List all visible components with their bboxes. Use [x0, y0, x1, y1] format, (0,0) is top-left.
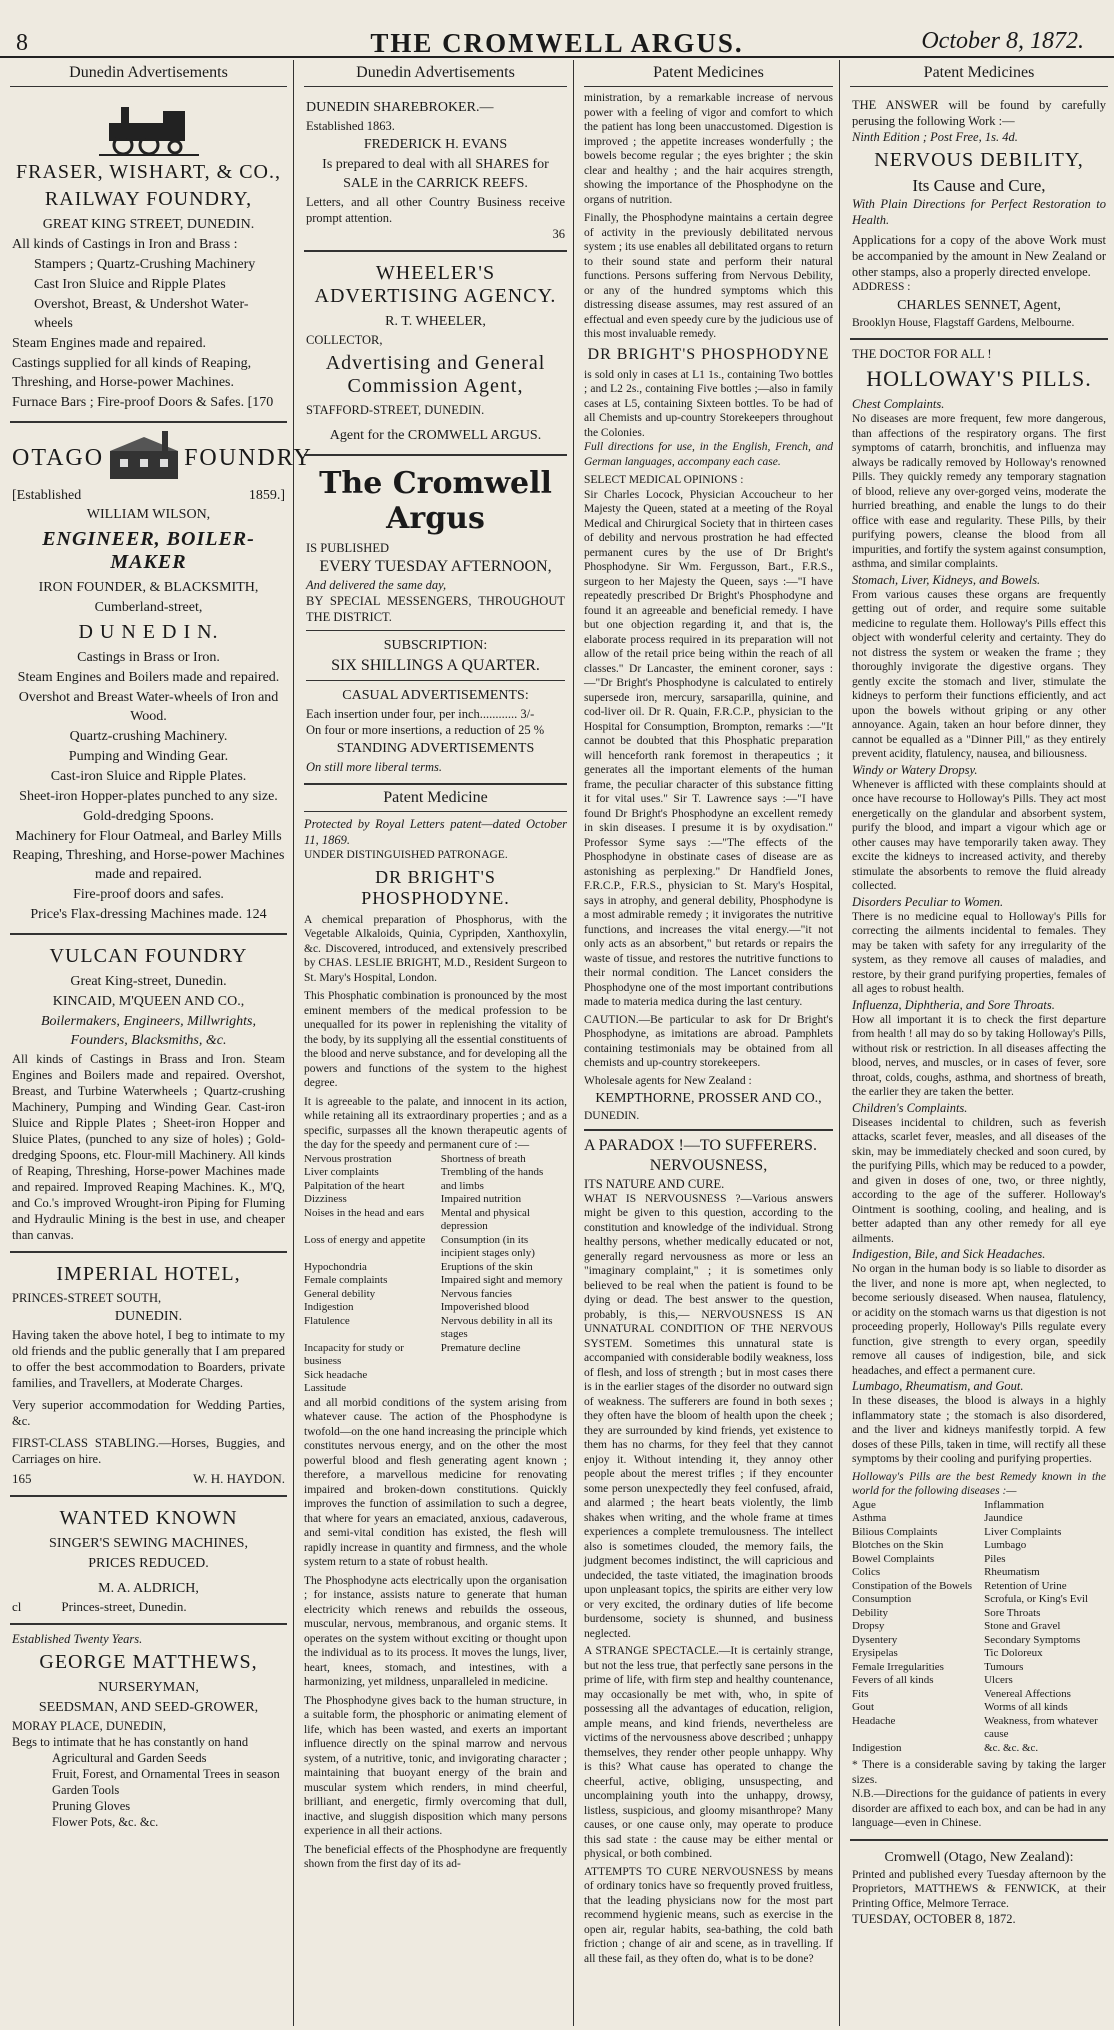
debility-apply: Applications for a copy of the above Work must be accompanied by the amount in New Zealand or other stamps, also a properly directed envelope.	[852, 233, 1106, 279]
argus-price: SIX SHILLINGS A QUARTER.	[331, 657, 540, 674]
bright-sold: is sold only in cases at L1 1s., containing Two bottles ; and L2 2s., containing Five bottles ;—also in family cases at L5, containing Sixteen bottles. To be had of all Chemists and up-country Storekeepers throughout the Colonies.	[584, 368, 833, 439]
est-right: 1859.]	[248, 488, 285, 503]
disease-row-cell: Sore Throats	[984, 1606, 1041, 1619]
ailment-row-cell: Consumption (in its incipient stages only)	[440, 1233, 535, 1259]
otago-left: OTAGO	[12, 445, 105, 471]
imperial-name: IMPERIAL HOTEL,	[56, 1263, 241, 1285]
imprint-title: Cromwell (Otago, New Zealand):	[884, 1849, 1074, 1865]
ailment-row-cell: Impaired sight and memory	[440, 1274, 563, 1286]
ailment-row-cell: Hypochondria	[304, 1260, 367, 1273]
holloway-ad	[850, 340, 1108, 1841]
paper-name: THE CROMWELL ARGUS.	[370, 28, 744, 58]
ailment-row	[304, 1261, 567, 1275]
matthews-est: Established Twenty Years.	[12, 1632, 143, 1646]
matthews-intro: Begs to intimate that he has constantly on hand	[12, 1735, 249, 1749]
ailment-row-cell: Nervous debility in all its stages	[440, 1314, 553, 1340]
ailment-row-cell: Noises in the head and ears	[304, 1206, 425, 1219]
disease-row-cell: Inflammation	[984, 1498, 1044, 1511]
imperial-city: DUNEDIN.	[114, 1309, 183, 1324]
wheeler-name: R. T. WHEELER,	[385, 314, 486, 329]
vulcan-foundry-ad	[10, 935, 287, 1253]
foundry-building-icon	[104, 429, 184, 488]
disease-row-cell: Secondary Symptoms	[984, 1633, 1081, 1646]
matthews-street: MORAY PLACE, DUNEDIN,	[12, 1719, 166, 1733]
sharebroker-num: 36	[552, 227, 565, 241]
ailment-row-cell: Premature decline	[440, 1341, 521, 1354]
ailment-row	[304, 1274, 567, 1288]
ailment-row-cell	[441, 1369, 567, 1383]
argus-messengers: BY SPECIAL MESSENGERS, THROUGHOUT THE DISTRICT.	[306, 594, 565, 624]
phosphodyne-continued: ministration, by a remarkable increase of nervous power with a feeling of vigor and comfort to which the patient has long been unaccustomed. Digestion is improved ; the appetite increases wonderfully ; the bowels become regular ; the eyes brighter ; the skin clear and healthy ; and the hair acquires strength, showing the importance of the Phosphodyne on the organs of nutrition.	[584, 92, 833, 206]
debility-plain: With Plain Directions for Perfect Restoration to Health.	[852, 197, 1106, 227]
ailment-row-cell	[441, 1382, 567, 1396]
column-3	[578, 60, 840, 2026]
children-body: Diseases incidental to children, such as feverish attacks, scarlet fever, measles, and all diseases of the skin, may be immediately checked and soon cured, by the purifying Pills, which may be reduced to a powder, and given in doses of one, two, or three nightly, according to the age of the sufferer. Holloway's Ointment is soothing, cooling, and healing, and is better adapted than any other remedy for all eye ailments.	[852, 1116, 1106, 1245]
disease-row-cell: Blotches on the Skin	[852, 1539, 944, 1551]
nb-note: N.B.—Directions for the guidance of patients in every disorder are affixed to each box, and can be had in any language—even in Chinese.	[852, 1788, 1106, 1829]
wanted-street: Princes-street, Dunedin.	[61, 1599, 187, 1614]
nervousness-p2: A STRANGE SPECTACLE.—It is certainly strange, but not the less true, that perfectly sane persons in the prime of life, with firm step and healthy countenance, may occasionally be met with, who, in spite of possessing all the advantages of education, religion, ample means, and kind friends, nevertheless are victims of the nervousness above described ; unhappy themselves, they render other people unhappy. Why is this? What cause has operated to change the cheerful, active, obliging, unsuspecting, and uncomplaining youth into the unhappy, drowsy, listless, suspicious, and gloomy misanthrope? Many causes, or one cause only, may operate to produce this sad state : the cause may be either mental or physical, or both combined.	[584, 1645, 833, 1860]
column-2	[298, 60, 574, 2026]
ailment-row	[304, 1180, 567, 1194]
fraser-intro: All kinds of Castings in Iron and Brass :	[12, 237, 238, 252]
ailment-row-cell: Nervous prostration	[304, 1152, 392, 1165]
fraser-item: Stampers ; Quartz-Crushing Machinery	[34, 257, 256, 272]
disease-row-cell: Retention of Urine	[984, 1579, 1067, 1592]
debility-sub: Its Cause and Cure,	[912, 176, 1046, 195]
disease-row-cell: Liver Complaints	[984, 1525, 1062, 1538]
otago-item: Steam Engines and Boilers made and repaired.	[17, 670, 280, 685]
influenza-heading: Influenza, Diphtheria, and Sore Throats.	[852, 997, 1055, 1012]
imperial-stabling: FIRST-CLASS STABLING.—Horses, Buggies, and Carriages on hire.	[12, 1436, 285, 1466]
wheeler-note: Agent for the CROMWELL ARGUS.	[329, 428, 542, 443]
ailment-row-cell: General debility	[304, 1287, 376, 1300]
nervous-debility-ad	[850, 91, 1108, 340]
disease-row	[852, 1499, 1106, 1513]
bright-phosphodyne-ad	[304, 816, 567, 1872]
disease-row	[852, 1593, 1106, 1607]
imperial-street: PRINCES-STREET SOUTH,	[12, 1291, 162, 1305]
masthead	[0, 0, 1114, 58]
bright-p6: The Phosphodyne gives back to the human structure, in a suitable form, the phosphoric or animating element of life, which has been wasted, and exerts an important influence directly on the spinal marrow and nervous system, of a nutritive, tonic, and invigorating character ; maintaining that buoyant energy of the brain and muscular system which renders, in mind cheerful, brilliant, and energetic, firmly overcoming that dull, inactive, and sluggish disposition which many persons experience in all their actions.	[304, 1694, 567, 1837]
otago-item: Pumping and Winding Gear.	[68, 749, 229, 764]
imperial-body: Having taken the above hotel, I beg to intimate to my old friends and the public generally that I am prepared to offer the best accommodation to Boarders, private families, and Travellers, at Moderate Charges.	[12, 1328, 285, 1390]
matthews-item: Agricultural and Garden Seeds	[52, 1751, 207, 1765]
disease-row	[852, 1661, 1106, 1675]
imperial-num: 165	[12, 1471, 32, 1486]
ailment-row-cell: Impaired nutrition	[440, 1193, 522, 1205]
matthews-name: GEORGE MATTHEWS,	[39, 1651, 258, 1673]
ailment-row-cell: Trembling of the hands	[440, 1166, 544, 1178]
disease-row	[852, 1674, 1106, 1688]
ailment-row-cell: Impoverished blood	[440, 1301, 530, 1313]
ailment-row	[304, 1153, 567, 1167]
vulcan-trades: Boilermakers, Engineers, Millwrights, Founders, Blacksmiths, &c.	[40, 1014, 257, 1048]
imprint-date: TUESDAY, OCTOBER 8, 1872.	[852, 1912, 1016, 1926]
column-header: Patent Medicines	[850, 60, 1108, 87]
ailment-row-cell: Dizziness	[304, 1193, 347, 1205]
wheeler-agent: Advertising and General Commission Agent,	[325, 352, 546, 397]
ailment-row-cell: Liver complaints	[304, 1166, 379, 1178]
ailment-row	[304, 1207, 567, 1234]
ailment-row	[304, 1288, 567, 1302]
disease-row	[852, 1526, 1106, 1540]
argus-subscription-ad	[304, 456, 567, 785]
sharebroker-name: FREDERICK H. EVANS	[363, 137, 508, 152]
disease-row	[852, 1620, 1106, 1634]
disease-row-cell: Rheumatism	[984, 1566, 1040, 1578]
ailment-row	[304, 1342, 567, 1369]
otago-item: Cast-iron Sluice and Ripple Plates.	[50, 769, 247, 784]
ailment-row-cell: Mental and physical depression	[440, 1206, 530, 1232]
otago-title: ENGINEER, BOILER-MAKER	[42, 528, 255, 573]
imperial-wedding: Very superior accommodation for Wedding Parties, &c.	[12, 1398, 285, 1428]
column-header: Dunedin Advertisements	[304, 60, 567, 87]
matthews-item: Flower Pots, &c. &c.	[52, 1815, 159, 1829]
otago-item: Castings in Brass or Iron.	[77, 650, 220, 665]
sharebroker-letters: Letters, and all other Country Business receive prompt attention.	[306, 195, 565, 225]
bright-directions: Full directions for use, in the English, French, and German languages, accompany each case.	[584, 441, 833, 468]
kempthorne-city: DUNEDIN.	[584, 1110, 640, 1122]
bright-p3: It is agreeable to the palate, and innocent in its action, while retaining all its extraordinary properties ; and as a specific, surpasses all the known therapeutic agents of the day for the speedy and permanent cure of :—	[304, 1095, 567, 1151]
fraser-item: Castings supplied for all kinds of Reaping, Threshing, and Horse-power Machines.	[12, 356, 252, 390]
otago-foundry-ad	[10, 423, 313, 935]
opinions-body: Sir Charles Locock, Physician Accoucheur to her Majesty the Queen, stated at a meeting of the Royal Medical and Chirurgical Society that in thirteen cases of debility and nervous prostration he had effected permanent cures by the use of Dr Bright's Phosphodyne. Sir Wm. Fergusson, Bart., F.R.S., surgeon to her Majesty the Queen, says :—"I have repeatedly prescribed Dr Bright's Phosphodyne and found it an agreeable and beneficial remedy. I have but one objection regarding it, and that is, the elaborate process required in its preparation will not allow of the retail price being within the reach of all classes." Dr Lancaster, the eminent coroner, says :—"Dr Bright's Phosphodyne is calculated to entirely supersede iron, mercury, sarsaparilla, quinine, and cod-liver oil. Dr R. Quain, F.R.C.P., physician to the Hospital for Consumption, Brompton, remarks :—"It cannot be doubted that this Phosphatic preparation will henceforth rank foremost in therapeutics ; it generates all the important elements of the human frame, the peculiar character of this substance fitting it for vital uses." Sir T. Lawrence says :—"I have found Dr Bright's Phosphodyne an excellent remedy in skin diseases. I presume it is by oxydisation." Professor Syme says :—"The effects of the Phosphodyne in obstinate cases of disease are as astonishing as perplexing." Dr Handfield Jones, F.R.C.P., F.R.S., physician to St. Mary's Hospital, says in atrophy, and general debility, Phosphodyne is a most admirable remedy ; it invigorates the nutritive functions, and increases the vital energy.—"it not only acts as an absorbent," but retards or repairs the waste of tissue, and restores the nutritive functions to their normal condition. The Lancet considers the Phosphodyne one of the most important contributions made to materia medica during the last century.	[584, 488, 833, 1008]
matthews-ad	[10, 1625, 287, 1838]
wheeler-street: STAFFORD-STREET, DUNEDIN.	[306, 403, 485, 417]
disease-row	[852, 1539, 1106, 1553]
phosphodyne-continued-2: Finally, the Phosphodyne maintains a certain degree of activity in the previously debilitated nervous system ; its use enables all debilitated organs to return to their sound state and perform their natural functions. Persons suffering from Nervous Debility, or any of the hundred symptoms which this distressing disease assumes, may rest assured of an effectual and even speedy cure by the judicious use of this most invaluable remedy.	[584, 212, 833, 340]
disease-row	[852, 1553, 1106, 1567]
otago-item: Overshot and Breast Water-wheels of Iron and Wood.	[18, 690, 279, 724]
diseases-list	[852, 1499, 1106, 1756]
fraser-item: Cast Iron Sluice and Ripple Plates	[34, 277, 226, 292]
matthews-item: Fruit, Forest, and Ornamental Trees in season	[52, 1767, 280, 1781]
page-number: 8	[16, 30, 28, 56]
disease-row-cell: Female Irregularities	[852, 1660, 944, 1673]
lumbago-heading: Lumbago, Rheumatism, and Gout.	[852, 1379, 1024, 1393]
ailment-row	[304, 1193, 567, 1207]
windy-body: Whenever is afflicted with these complaints should at once have recourse to Holloway's Pills. They act most energetically on the glandular and absorbent system, purify the blood, and impart a vigour which age or other causes may have temporarily taken away. They excite the kidneys to increased activity, and thereby stimulate the absorbents to remove the fluid already collected.	[852, 778, 1106, 892]
kempthorne-name: KEMPTHORNE, PROSSER AND CO.,	[595, 1091, 822, 1106]
nervousness-p1: WHAT IS NERVOUSNESS ?—Various answers might be given to this question, according to the constitution and knowledge of the individual. Strong healthy persons, whether medically educated or not, generally regard nervousness as more or less an "imaginary complaint," ; it is sometimes only believed to be real when the patient is found to be dying or dead. The best answer to the question, probably, is this,— NERVOUSNESS IS AN UNNATURAL CONDITION OF THE NERVOUS SYSTEM. Sometimes this unnatural state is accompanied with considerable bodily weakness, loss of flesh, and loss of strength ; but in most cases there is in the earlier stages of the disorder no outward sign of weakness. The sufferers are found in both sexes ; they often have the bloom of health upon the cheek ; they are surrounded by kind friends, yet existence to them has no charms, for they feel that they cannot enjoy it. Without intending it, they annoy other people about the merest trifles ; if they encounter some person unexpectedly they feel confused, afraid, and alarmed ; the heart beats violently, the limb shakes when writing, and the whole frame at times experiences a complete tremulousness. The intellect also is sometimes clouded, the memory fails, the judgment becomes indistinct, the will capricious and undecided, the taste vitiated, the imagination broods upon unpleasant topics, the spirits are either very low or very excited, the ordinary duties of life become burdensome, society is shunned, and business neglected.	[584, 1192, 833, 1640]
argus-terms: On still more liberal terms.	[306, 760, 442, 774]
argus-rate2: On four or more insertions, a reduction of 25 %	[306, 723, 545, 737]
wanted-line: SINGER'S SEWING MACHINES,	[49, 1536, 248, 1551]
disease-row-cell: Tic Doloreux	[984, 1647, 1043, 1659]
disease-row-cell: Dropsy	[852, 1620, 885, 1632]
fraser-item: Furnace Bars ; Fire-proof Doors & Safes. [170	[12, 395, 274, 410]
disease-row-cell: Asthma	[852, 1512, 887, 1524]
disease-row	[852, 1634, 1106, 1648]
paradox-title: A PARADOX !—TO SUFFERERS.	[584, 1136, 817, 1154]
ailments-list	[304, 1153, 567, 1396]
wheeler-role: COLLECTOR,	[306, 333, 383, 347]
debility-title: NERVOUS DEBILITY,	[874, 149, 1084, 171]
bright-p5: The Phosphodyne acts electrically upon the organisation ; for instance, assists nature to generate that human electricity which renews and rebuilds the osseous, muscular, nervous, membranous, and organic stems. It operates on the system without exciting or thought upon the individual as to its process. It moves the lungs, liver, heart, knees, stomach, and intestines, with a harmonizing, yet mildness, unparalleled in medicine.	[304, 1574, 567, 1688]
agent-name: CHARLES SENNET, Agent,	[897, 297, 1061, 313]
nature-subtitle: ITS NATURE AND CURE.	[584, 1176, 725, 1191]
vulcan-body: All kinds of Castings in Brass and Iron. Steam Engines and Boilers made and repaired. Overshot, Breast, and Turbine Waterwheels ; Quartz-crushing Machinery, Pumping and Winding Gear. Cast-iron Sluice and Ripple Plates ; Sheet-iron Hopper and Sluice Plates, (punched to any size of holes) ; Gold-dredging Spoons, etc. Flour-mill Machinery. All kinds of Reaping, Threshing, Horse-power Machines made and repaired. Improved Reaping Machines. K., M'Q, and Co.'s improved Wrought-iron Piping for Fluming and Hydraulic Mining is the best in use, and cheaper than canvas.	[12, 1052, 285, 1242]
agent-address: Brooklyn House, Flagstaff Gardens, Melbourne.	[852, 316, 1075, 329]
ailment-row-cell: Female complaints	[304, 1274, 388, 1286]
ailment-row-cell: Palpitation of the heart	[304, 1179, 405, 1192]
imperial-owner: W. H. HAYDON.	[193, 1471, 285, 1486]
disease-row-cell: Fevers of all kinds	[852, 1674, 934, 1686]
argus-published: IS PUBLISHED	[306, 541, 389, 555]
bright-p4: and all morbid conditions of the system arising from whatever cause. The action of the Phosphodyne is twofold—on the one hand increasing the principle which constitutes nervous energy, and on the other the most powerful blood and flesh generating agent known ; therefore, a marvellous medicine for renovating impaired and broken-down constitutions. Quickly improves the function of assimilation to such a degree, that where for years an emaciated, anxious, cadaverous, and semi-vital condition has existed, the flesh will rapidly increase in quantity and firmness, and the whole system return to a state of robust health.	[304, 1396, 567, 1568]
disease-row-cell: Consumption	[852, 1593, 912, 1605]
children-heading: Children's Complaints.	[852, 1100, 968, 1115]
disease-row-cell: Gout	[852, 1701, 874, 1713]
answer-text: THE ANSWER will be found by carefully perusing the following Work :—	[852, 98, 1106, 128]
otago-right: FOUNDRY	[184, 445, 313, 471]
locomotive-icon	[12, 101, 285, 157]
disease-row-cell: Constipation of the Bowels	[852, 1579, 973, 1592]
otago-trade: IRON FOUNDER, & BLACKSMITH,	[38, 580, 259, 595]
fraser-street: GREAT KING STREET, DUNEDIN.	[42, 217, 255, 232]
nervousness-p3: ATTEMPTS TO CURE NERVOUSNESS by means of ordinary tonics have so frequently proved fruitless, that the leading physicians now for the most part recommend hygienic means, such as exercise in the open air, regular habits, sea-bathing, the cold bath friction ; change of air and scene, as in travelling. If all these fail, as they often do, what is to be done?	[584, 1865, 833, 1965]
disease-row-cell: Erysipelas	[852, 1647, 898, 1659]
bright-patronage: UNDER DISTINGUISHED PATRONAGE.	[304, 849, 508, 861]
disease-row	[852, 1580, 1106, 1594]
disease-row-cell: Dysentery	[852, 1633, 898, 1646]
argus-casual: CASUAL ADVERTISEMENTS:	[342, 688, 529, 703]
argus-delivered: And delivered the same day,	[306, 578, 447, 592]
wheeler-ad	[304, 252, 567, 456]
disease-row	[852, 1512, 1106, 1526]
ailment-row-cell: Lassitude	[304, 1382, 347, 1394]
ailment-row	[304, 1301, 567, 1315]
sharebroker-title: DUNEDIN SHAREBROKER.—	[306, 100, 494, 115]
disease-row	[852, 1742, 1106, 1756]
matthews-item: Garden Tools	[52, 1783, 120, 1797]
bright-title: DR BRIGHT'S PHOSPHODYNE.	[361, 866, 510, 908]
vulcan-street: Great King-street, Dunedin.	[70, 974, 227, 989]
disease-row-cell: Indigestion	[852, 1741, 902, 1754]
otago-item: Fire-proof doors and safes.	[73, 887, 224, 902]
holloway-title: HOLLOWAY'S PILLS.	[866, 366, 1092, 391]
ailment-row-cell: Indigestion	[304, 1301, 354, 1313]
chest-body: No diseases are more frequent, few more dangerous, than affections of the respiratory organs. The first symptoms of catarrh, bronchitis, and influenza may always be radically removed by Holloway's renowned Pills. They quickly remedy any temporary stagnation of blood, relieve any over-gorged veins, moderate the hurried breathing, and enable the lungs to do their office with ease and regularity. These Pills, by their purifying powers, cleanse the blood from all impurities, and fortify the system against consumption, asthma, and similar complaints.	[852, 413, 1106, 570]
disease-row-cell: Tumours	[984, 1660, 1024, 1673]
otago-item: Sheet-iron Hopper-plates punched to any size.	[19, 789, 278, 804]
wanted-num: cl	[12, 1599, 22, 1614]
argus-standing: STANDING ADVERTISEMENTS	[336, 741, 535, 756]
imprint-body: Printed and published every Tuesday afternoon by the Proprietors, MATTHEWS & FENWICK, at their Printing Office, Melmore Terrace.	[852, 1868, 1106, 1910]
stomach-heading: Stomach, Liver, Kidneys, and Bowels.	[852, 572, 1041, 587]
fraser-foundry: RAILWAY FOUNDRY,	[44, 188, 253, 210]
lumbago-body: In these diseases, the blood is always in a highly inflammatory state ; the stomach is also disordered, and the liver and kidneys manifestly torpid. A few doses of these Pills, taken in time, will rectify all these symptoms by their cooling and purifying properties.	[852, 1395, 1106, 1465]
wheeler-title: WHEELER'S ADVERTISING AGENCY.	[314, 262, 557, 307]
argus-rate1: Each insertion under four, per inch............ 3/-	[306, 707, 535, 721]
wanted-prices: PRICES REDUCED.	[88, 1556, 209, 1571]
influenza-body: How all important it is to check the first departure from health ! all may do so by taking Holloway's Pills, without risk or restriction. In all diseases affecting the blood, nerves, and muscles, or in cases of fever, sore throat, colds, coughs, asthma, and shortness of breath, the earlier they are taken the better.	[852, 1013, 1106, 1098]
disease-row-cell: Stone and Gravel	[984, 1620, 1061, 1632]
disease-row	[852, 1688, 1106, 1702]
ailment-row	[304, 1166, 567, 1180]
women-body: There is no medicine equal to Holloway's Pills for correcting the ailments incidental to females. They may be taken with safety for any irregularity of the system, as they remove all causes of maladies, and restore, by their grand purifying properties, females of all ages to robust health.	[852, 910, 1106, 995]
ailment-row-cell: Incapacity for study or business	[304, 1341, 404, 1367]
disease-row-cell: Weakness, from whatever cause	[984, 1714, 1098, 1740]
best-remedy: Holloway's Pills are the best Remedy known in the world for the following diseases :—	[852, 1470, 1106, 1497]
otago-owner: WILLIAM WILSON,	[86, 507, 211, 522]
indigestion-body: No organ in the human body is so liable to disorder as the liver, and none is more apt, when neglected, to become seriously diseased. When nausea, flatulency, or acidity on the stomach warns us that digestion is not proceeding properly, Holloway's Pills regulate every function, give strength to every organ, speedily remove all causes of indigestion, bile, and sick headaches, and effect a permanent cure.	[852, 1263, 1106, 1377]
imprint	[850, 1841, 1108, 1936]
column-header: Dunedin Advertisements	[10, 60, 287, 87]
disease-row-cell: Scrofula, or King's Evil	[984, 1593, 1089, 1605]
select-opinions: SELECT MEDICAL OPINIONS :	[584, 474, 744, 486]
est-left: [Established	[12, 488, 82, 503]
ailment-row	[304, 1315, 567, 1342]
agents-label: Wholesale agents for New Zealand :	[584, 1074, 752, 1087]
argus-subscription: SUBSCRIPTION:	[383, 638, 488, 653]
matthews-trade1: NURSERYMAN,	[98, 1680, 199, 1695]
sharebroker-body: Is prepared to deal with all SHARES for SALE in the CARRICK REEFS.	[322, 157, 549, 191]
disease-row	[852, 1715, 1106, 1742]
otago-item: Quartz-crushing Machinery.	[69, 729, 228, 744]
disease-row-cell: Jaundice	[984, 1512, 1023, 1524]
ailment-row	[304, 1234, 567, 1261]
column-header: Patent Medicines	[584, 60, 833, 87]
disease-row-cell: &c. &c. &c.	[984, 1741, 1039, 1754]
vulcan-firm: KINCAID, M'QUEEN AND CO.,	[52, 994, 245, 1009]
disease-row-cell: Bilious Complaints	[852, 1525, 938, 1538]
issue-date: October 8, 1872.	[921, 28, 1084, 54]
women-heading: Disorders Peculiar to Women.	[852, 894, 1004, 909]
fraser-item: Overshot, Breast, & Undershot Water-wheels	[34, 297, 249, 331]
disease-row-cell: Colics	[852, 1566, 881, 1578]
ailment-row	[304, 1369, 567, 1383]
windy-heading: Windy or Watery Dropsy.	[852, 762, 978, 777]
disease-row	[852, 1701, 1106, 1715]
otago-item: Price's Flax-dressing Machines made. 124	[30, 907, 267, 922]
otago-street: Cumberland-street,	[94, 600, 203, 615]
bright-p7: The beneficial effects of the Phosphodyne are frequently shown from the first day of its ad-	[304, 1843, 567, 1870]
otago-item: Machinery for Flour Oatmeal, and Barley Mills Reaping, Threshing, and Horse-power Machines made and repaired.	[12, 829, 285, 882]
disease-row-cell: Headache	[852, 1714, 896, 1727]
argus-day: EVERY TUESDAY AFTERNOON,	[319, 558, 552, 575]
edition-text: Ninth Edition ; Post Free, 1s. 4d.	[852, 130, 1018, 144]
matthews-trade2: SEEDSMAN, AND SEED-GROWER,	[38, 1700, 259, 1715]
sharebroker-est: Established 1863.	[306, 119, 395, 133]
column-4	[844, 60, 1114, 2026]
ailment-row-cell: Nervous fancies	[440, 1287, 512, 1300]
bright-protected: Protected by Royal Letters patent—dated October 11, 1869.	[304, 817, 567, 847]
column-header: Patent Medicine	[304, 785, 567, 812]
fraser-name: FRASER, WISHART, & CO.,	[16, 161, 281, 183]
ailment-row-cell: and limbs	[440, 1179, 484, 1192]
matthews-item: Pruning Gloves	[52, 1799, 131, 1813]
nervousness-title: NERVOUSNESS,	[649, 1156, 768, 1174]
vulcan-name: VULCAN FOUNDRY	[49, 945, 248, 967]
argus-title: The Cromwell Argus	[319, 466, 552, 536]
ailment-row-cell: Eruptions of the skin	[440, 1260, 533, 1273]
disease-row	[852, 1647, 1106, 1661]
chest-heading: Chest Complaints.	[852, 397, 945, 411]
otago-item: Gold-dredging Spoons.	[83, 809, 214, 824]
wanted-title: WANTED KNOWN	[59, 1507, 238, 1529]
disease-row-cell: Venereal Affections	[984, 1687, 1071, 1700]
disease-row-cell: Ague	[852, 1498, 876, 1511]
wanted-name: M. A. ALDRICH,	[98, 1581, 199, 1596]
ailment-row-cell: Loss of energy and appetite	[304, 1233, 426, 1246]
address-label: ADDRESS :	[852, 281, 911, 293]
disease-row-cell: Fits	[852, 1687, 869, 1700]
ailment-row-cell: Sick headache	[304, 1368, 368, 1381]
bright-caution: CAUTION.—Be particular to ask for Dr Bright's Phosphodyne, as imitations are abroad. Pamphlets containing testimonials may be obtained from all chemists and up-country storekeepers.	[584, 1013, 833, 1069]
otago-city: D U N E D I N.	[78, 621, 219, 643]
fraser-item: Steam Engines made and repaired.	[12, 336, 206, 351]
imperial-hotel-ad	[10, 1253, 287, 1497]
ailment-row	[304, 1382, 567, 1396]
sharebroker-ad	[304, 91, 567, 252]
disease-row	[852, 1607, 1106, 1621]
disease-row-cell: Debility	[852, 1606, 889, 1619]
column-1	[4, 60, 313, 2026]
saving-note: * There is a considerable saving by taking the larger sizes.	[852, 1759, 1106, 1786]
disease-row-cell: Worms of all kinds	[984, 1701, 1068, 1713]
disease-row-cell: Lumbago	[984, 1539, 1027, 1551]
disease-row-cell: Bowel Complaints	[852, 1552, 935, 1565]
bright-p2: This Phosphatic combination is pronounced by the most eminent members of the medical profession to be unequalled for its power in replenishing the vitality of the body, by its supplying all the essential constituents of the blood and nerve substance, and for developing all the powers and functions of the system to the highest degree.	[304, 990, 567, 1089]
ailment-row-cell: Flatulence	[304, 1314, 350, 1327]
disease-row-cell: Piles	[984, 1552, 1006, 1565]
bright-title-2: DR BRIGHT'S PHOSPHODYNE	[587, 345, 830, 363]
doctor-for-all: THE DOCTOR FOR ALL !	[852, 347, 992, 361]
disease-row-cell: Ulcers	[984, 1674, 1013, 1686]
disease-row	[852, 1566, 1106, 1580]
indigestion-heading: Indigestion, Bile, and Sick Headaches.	[852, 1247, 1046, 1261]
wanted-known-ad	[10, 1497, 287, 1625]
ailment-row-cell: Shortness of breath	[440, 1152, 526, 1165]
fraser-ad	[10, 91, 287, 423]
stomach-body: From various causes these organs are frequently getting out of order, and require some suitable medicine to regulate them. Holloway's Pills effect this object with wonderful celerity and certainty. They do not distress the system or weaken the frame ; they thoroughly invigorate the digestive organs. They gently excite the stomach and liver, stimulate the kidneys to perform their functions efficiently, and act upon the bowels without griping or any other annoyance. Again, taken an hour before dinner, they cannot be equalled as a "Dinner Pill," as they entirely prevent acidity, flatulency, nausea, and biliousness.	[852, 588, 1106, 760]
bright-p1: A chemical preparation of Phosphorus, with the Vegetable Alkaloids, Quinia, Cypripden, Xanthoxylin, &c. Discovered, introduced, and extensively prescribed by CHAS. LESLIE BRIGHT, M.D., Resident Surgeon to St. Mary's Hospital, London.	[304, 913, 567, 984]
